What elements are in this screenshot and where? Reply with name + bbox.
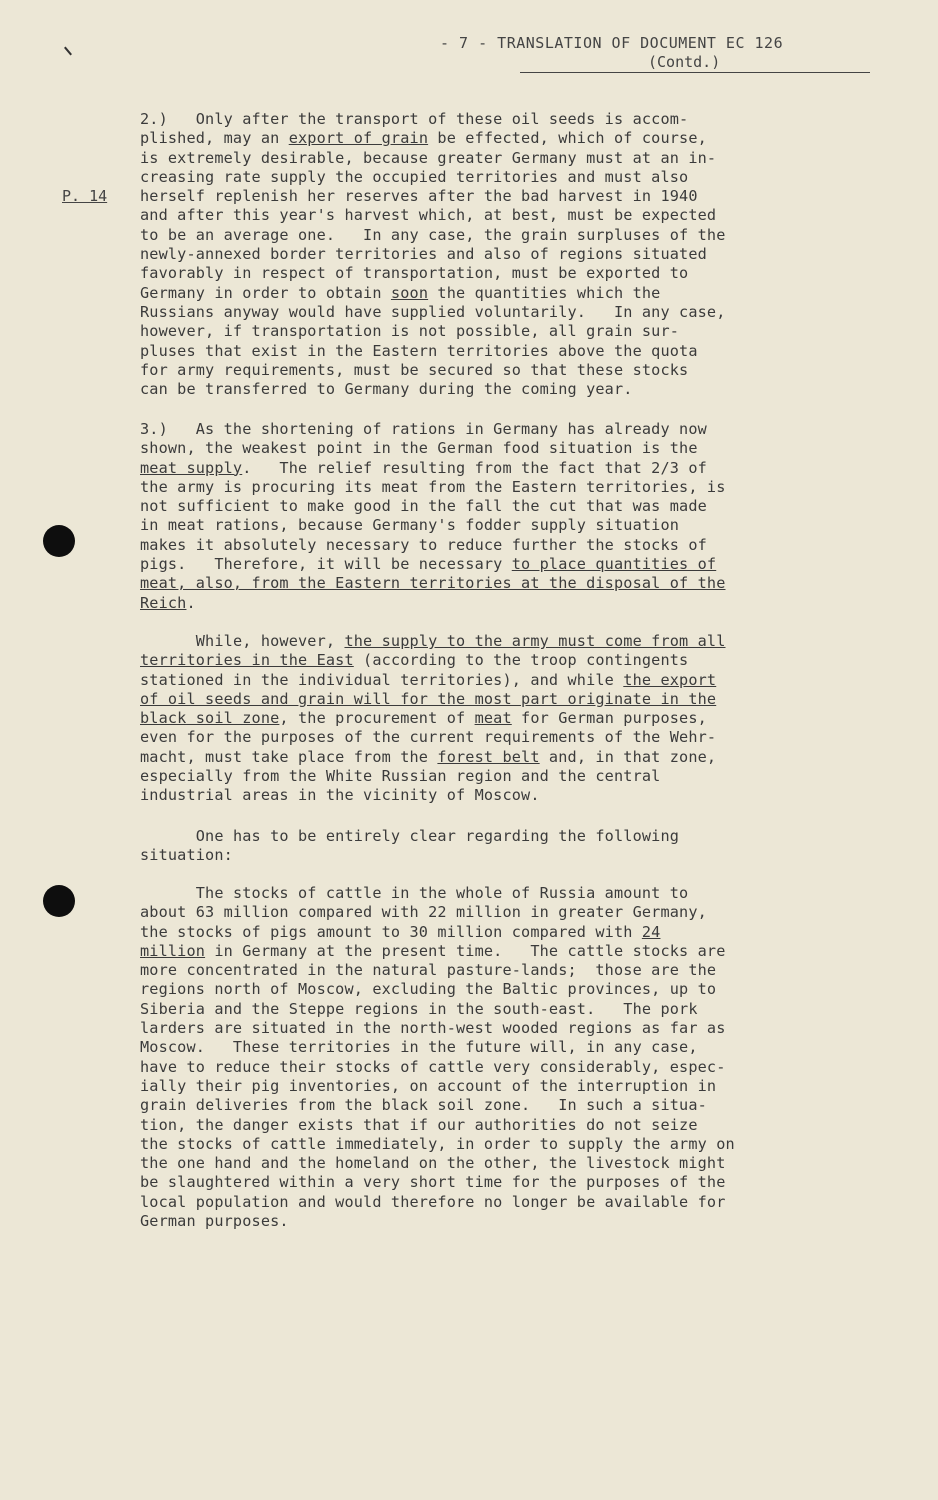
para-text: for German purposes, even for the purposes of the current requirements of the Wehr- macht, must take place from the [140,709,717,766]
para-text: . The relief resulting from the fact that 2/3 of the army is procuring its meat from the Eastern territories, is not sufficient to make good in the fall the cut that was made in meat rations, because Germany's fodder supply situation makes it absolutely necessary to reduce further the stocks of pigs. Therefore, it will be necessary [140,458,726,574]
para-text: in Germany at the present time. The cattle stocks are more concentrated in the natural pasture-lands; those are the regions north of Moscow, excluding the Baltic provinces, up to Siberia and the Steppe regions in the south-east. The pork larders are situated in the north-west wooded regions as far as Moscow. These territories in the future will, in any case, have to reduce their stocks of cattle very considerably, espec- ially their pig inventories, on account of the interruption in grain deliveries from the black soil zone. In such a situa- tion, the danger exists that if our authorities do not seize the stocks of cattle immediately, in order to supply the army on the one hand and the homeland on the other, the livestock might be slaughtered within a very short time for the purposes of the local population and would therefore no longer be available for German purposes. [140,941,735,1231]
para-text: be effected, which of course, is extremely desirable, because greater Germany must at an in- creasing rate supply the occupied territories and must also herself replenish her reserves after the bad harvest in 1940 and after this year's harvest which, at best, must be expected to be an average one. In any case, the grain surpluses of the newly-annexed border territories and also of regions situated favorably in respect of transportation, must be exported to Germany in order to obtain [140,129,726,302]
underlined-phrase: the supply to the army must come from all territories in the East [140,632,726,670]
paragraph-4-army-supply [140,632,875,806]
paragraph-3-meat-supply [140,420,875,613]
underlined-phrase: export of grain [288,129,429,148]
para-text: , the procurement of [279,709,475,728]
underlined-phrase: forest belt [437,747,540,766]
underlined-phrase: soon [390,283,429,302]
para-text: . [186,593,196,612]
underlined-phrase: 24 million [140,922,661,960]
para-text: While, however, [140,632,345,650]
paragraph-6-cattle-stocks [140,884,875,1231]
underlined-phrase: to place quantities of meat, also, from the Eastern territories at the disposal of the Reich [140,555,726,612]
para-text: (according to the troop contingents stationed in the individual territories), and while [140,651,689,689]
pen-tick-mark [64,47,72,56]
paragraph-5-situation: One has to be entirely clear regarding the following situation: [140,827,680,865]
para-text: 2.) Only after the transport of these oil seeds is accom- plished, may an [140,110,689,148]
punch-hole-upper [43,525,75,557]
underlined-phrase: meat [474,709,512,728]
punch-hole-lower [43,885,75,917]
para-text: 3.) As the shortening of rations in Germany has already now shown, the weakest point in the German food situation is the [140,420,707,458]
para-text: and, in that zone, especially from the White Russian region and the central industrial areas in the vicinity of Moscow. [140,747,717,805]
paragraph-2-grain-export [140,110,875,399]
para-text: The stocks of cattle in the whole of Russia amount to about 63 million compared with 22 million in greater Germany, the stocks of pigs amount to 30 million compared with [140,884,707,941]
page-header: - 7 - TRANSLATION OF DOCUMENT EC 126 [440,34,784,52]
para-text: the quantities which the Russians anyway would have supplied voluntarily. In any case, however, if transportation is not possible, all grain sur- pluses that exist in the Eastern territories above the quota for army requirements, must be secured so that these stocks can be transferred to Germany during the coming year. [140,283,726,399]
margin-page-reference: P. 14 [62,187,108,205]
header-continued-label: (Contd.) [648,53,721,71]
header-underline [520,72,870,73]
underlined-phrase: meat supply [140,458,243,477]
underlined-phrase: the export of oil seeds and grain will for the most part originate in the black soil zone [140,670,717,728]
